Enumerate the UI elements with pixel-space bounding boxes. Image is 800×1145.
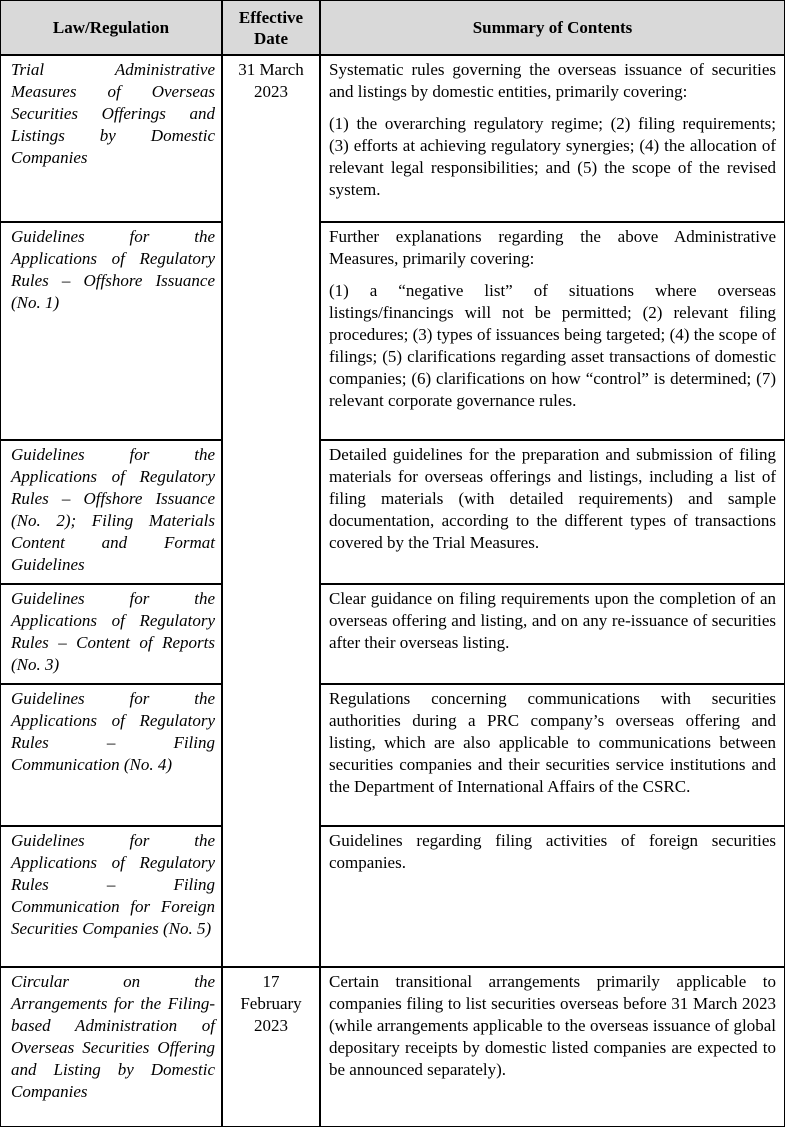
summary-cell-7 bbox=[320, 967, 785, 1127]
law-cell-1: Trial Administrative Measures of Overseas Securities Offerings and Listings by Domestic Companies bbox=[0, 55, 222, 222]
summary-paragraph: Guidelines regarding filing activities of foreign securities companies. bbox=[329, 831, 776, 872]
header-effective-date: Effective Date bbox=[222, 0, 320, 55]
law-cell-6: Guidelines for the Applications of Regulatory Rules – Filing Communication for Foreign Securities Companies (No. 5) bbox=[0, 826, 222, 967]
summary-cell-2 bbox=[320, 222, 785, 440]
summary-cell-4 bbox=[320, 584, 785, 684]
effective-date-cell-7: 17 February 2023 bbox=[222, 967, 320, 1127]
law-cell-5: Guidelines for the Applications of Regulatory Rules – Filing Communication (No. 4) bbox=[0, 684, 222, 826]
summary-paragraph: Further explanations regarding the above Administrative Measures, primarily covering: bbox=[329, 227, 776, 268]
summary-paragraph: (1) the overarching regulatory regime; (2) filing requirements; (3) efforts at achieving regulatory synergies; (4) the allocation of relevant legal responsibilities; and (5) the scope of the revised system. bbox=[329, 114, 776, 199]
summary-cell-6 bbox=[320, 826, 785, 967]
summary-paragraph: Regulations concerning communications with securities authorities during a PRC company’s overseas offering and listing, which are also applicable to communications between securities companies and their securities service institutions and the Department of International Affairs of the CSRC. bbox=[329, 689, 776, 796]
law-cell-7: Circular on the Arrangements for the Filing-based Administration of Overseas Securities Offering and Listing by Domestic Companies bbox=[0, 967, 222, 1127]
summary-cell-5 bbox=[320, 684, 785, 826]
summary-paragraph: Detailed guidelines for the preparation and submission of filing materials for overseas offerings and listings, including a list of filing materials (with detailed requirements) and sample documentation, according to the different types of transactions covered by the Trial Measures. bbox=[329, 445, 776, 552]
law-cell-4: Guidelines for the Applications of Regulatory Rules – Content of Reports (No. 3) bbox=[0, 584, 222, 684]
law-cell-3: Guidelines for the Applications of Regulatory Rules – Offshore Issuance (No. 2); Filing Materials Content and Format Guidelines bbox=[0, 440, 222, 584]
summary-paragraph: Certain transitional arrangements primarily applicable to companies filing to list securities overseas before 31 March 2023 (while arrangements applicable to the overseas issuance of global depositary receipts by domestic listed companies are expected to be announced separately). bbox=[329, 972, 776, 1079]
summary-paragraph: Clear guidance on filing requirements upon the completion of an overseas offering and listing, and on any re-issuance of securities after their overseas listing. bbox=[329, 589, 776, 652]
summary-paragraph: (1) a “negative list” of situations where overseas listings/financings will not be permitted; (2) relevant filing procedures; (3) types of issuances being targeted; (4) the scope of filings; (5) clarifications regarding asset transactions of domestic companies; (6) clarifications on how “control” is determined; (7) relevant corporate governance rules. bbox=[329, 281, 776, 410]
summary-cell-1 bbox=[320, 55, 785, 222]
summary-paragraph: Systematic rules governing the overseas issuance of securities and listings by domestic entities, primarily covering: bbox=[329, 60, 776, 101]
summary-cell-3 bbox=[320, 440, 785, 584]
header-summary: Summary of Contents bbox=[320, 0, 785, 55]
header-law: Law/Regulation bbox=[0, 0, 222, 55]
effective-date-cell-1: 31 March 2023 bbox=[222, 55, 320, 967]
law-cell-2: Guidelines for the Applications of Regulatory Rules – Offshore Issuance (No. 1) bbox=[0, 222, 222, 440]
